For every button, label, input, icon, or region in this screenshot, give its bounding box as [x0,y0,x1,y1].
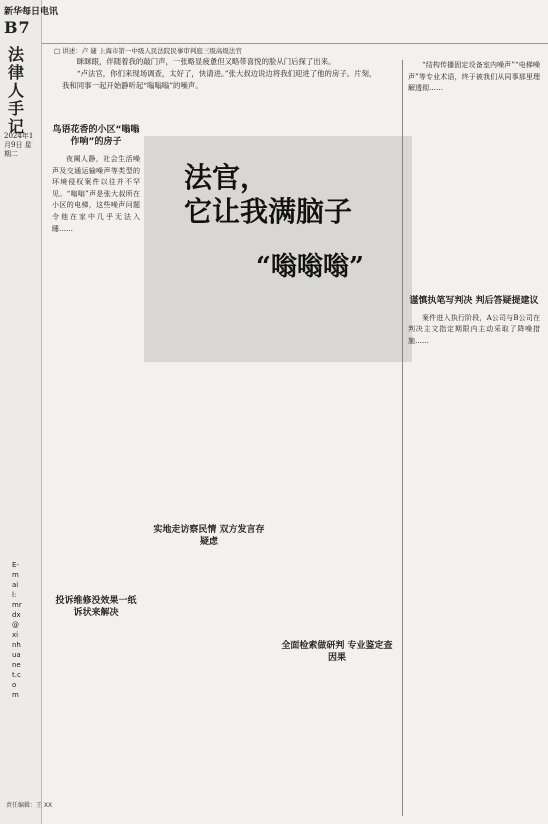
column-4 [408,60,540,810]
column-divider [402,60,403,816]
right-column-text-2: 案件进入执行阶段，A公司与B公司在判决主文指定期限内主动采取了降噪措施…… [408,313,540,345]
headline-line-1: 法官， [184,161,269,194]
page-number: B7 [4,18,31,37]
lead-2: “卢法官，你们来现场调查，太好了，快请进。”张大叔边说边将我们迎进了他的房子。片刻，我和同事一起开始静听起“嗡嗡嗡”的噪声。 [62,69,377,90]
publish-date: 2024年1月9日 星期二 [4,132,34,158]
footer-email: E-mail: mrdx@xinhuanet.com [12,561,22,699]
headline-line-2: 它让我满脑子 [184,195,353,228]
lead-paragraphs [62,56,382,92]
headline-art [144,136,412,362]
section-2-title: 投诉维修没效果一纸诉状来解决 [55,596,137,619]
column-3 [278,520,396,810]
byline: □ 讲述：卢 婕 上海市第一中级人民法院民事审判庭三级高级法官 [54,47,242,55]
top-band [42,0,548,44]
section-1-title: 鸟语花香的小区“嗡嗡作响”的房子 [52,125,140,147]
section-1-text: 夜阑人静，社会生活噪声及交通运输噪声等类型的环境侵权案件以往并不罕见。“嗡嗡”声是张大叔所在小区的电梯，这些噪声问题令他在家中几乎无法入睡…… [52,155,140,233]
footer-editor: 责任编辑：王 XX [6,802,53,809]
section-title: 法律人手记 [8,45,25,136]
lead-1: 眯眯眼，伴随着我的敲门声，一张略显疲惫但又略带喜悦的脸从门后探了出来。 [76,57,336,66]
left-rail [0,0,59,824]
right-column-text: “结构传播固定设备室内噪声”“电梯噪声”等专业术语，终于被我们从同事那里理解透彻…… [408,61,540,93]
section-3-title: 实地走访察民情 双方发言存疑虑 [153,525,265,547]
section-4-title: 全面检索做研判 专业鉴定查因果 [281,641,393,663]
column-2 [150,520,268,810]
column-1 [52,120,140,810]
section-5-title: 谨慎执笔写判决 判后答疑提建议 [409,295,539,306]
paper-name: 新华每日电讯 [4,7,59,17]
headline-line-3: “嗡嗡嗡” [256,252,364,282]
